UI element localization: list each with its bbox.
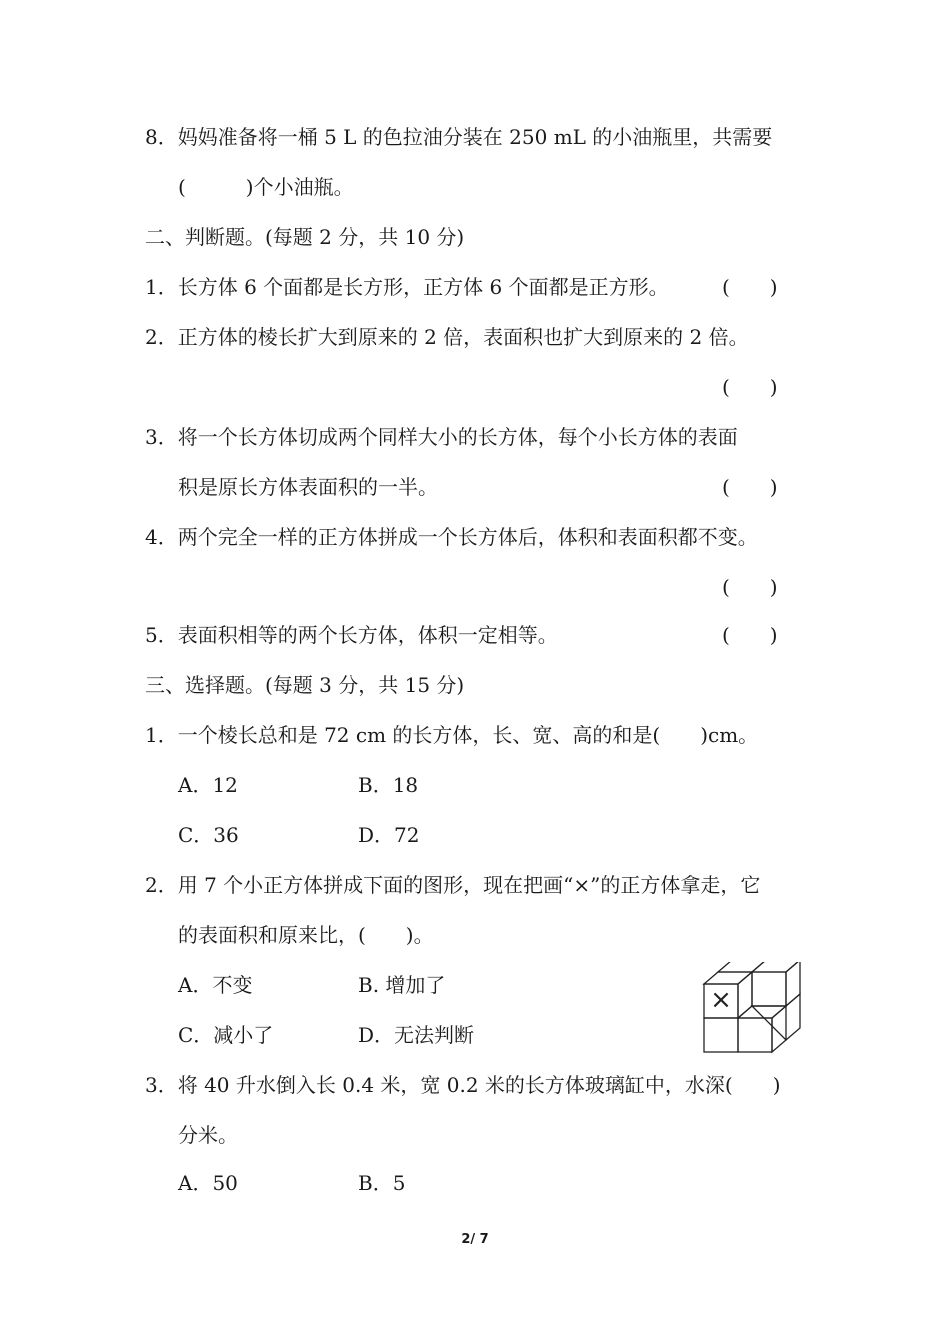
choice-1-option-a: A．12 bbox=[178, 773, 238, 797]
cube-face bbox=[752, 972, 786, 1006]
cube-face bbox=[704, 972, 752, 984]
judge-1: 1．长方体 6 个面都是长方形，正方体 6 个面都是正方形。 bbox=[145, 275, 669, 299]
judge-3-blank: ( ) bbox=[722, 475, 778, 499]
cube-face bbox=[752, 994, 800, 1040]
judge-4: 4．两个完全一样的正方体拼成一个长方体后，体积和表面积都不变。 bbox=[145, 525, 758, 549]
section-3-title: 三、选择题。(每题 3 分，共 15 分) bbox=[145, 673, 465, 697]
choice-1-option-d: D．72 bbox=[358, 823, 420, 847]
choice-2-option-d: D．无法判断 bbox=[358, 1023, 475, 1047]
cube-figure bbox=[700, 962, 812, 1054]
cube-face bbox=[738, 1018, 772, 1052]
choice-1-option-c: C．36 bbox=[178, 823, 239, 847]
choice-2-option-a: A．不变 bbox=[178, 973, 253, 997]
judge-2: 2．正方体的棱长扩大到原来的 2 倍，表面积也扩大到原来的 2 倍。 bbox=[145, 325, 749, 349]
choice-3-line-2: 分米。 bbox=[178, 1123, 238, 1147]
choice-2-option-c: C．减小了 bbox=[178, 1023, 274, 1047]
cross-mark: × bbox=[710, 985, 732, 1015]
judge-2-blank: ( ) bbox=[722, 375, 778, 399]
judge-3-line-1: 3．将一个长方体切成两个同样大小的长方体，每个小长方体的表面 bbox=[145, 425, 738, 449]
judge-3-line-2: 积是原长方体表面积的一半。 bbox=[178, 475, 438, 499]
judge-4-blank: ( ) bbox=[722, 575, 778, 599]
choice-3-line-1: 3．将 40 升水倒入长 0.4 米，宽 0.2 米的长方体玻璃缸中，水深( ) bbox=[145, 1073, 781, 1097]
judge-1-blank: ( ) bbox=[722, 275, 778, 299]
q8-line-2: ( )个小油瓶。 bbox=[178, 175, 354, 199]
cube-face bbox=[704, 1018, 738, 1052]
q8-line-1: 8．妈妈准备将一桶 5 L 的色拉油分装在 250 mL 的小油瓶里，共需要 bbox=[145, 125, 773, 149]
choice-2-line-1: 2．用 7 个小正方体拼成下面的图形，现在把画“×”的正方体拿走，它 bbox=[145, 873, 761, 897]
section-2-title: 二、判断题。(每题 2 分，共 10 分) bbox=[145, 225, 465, 249]
choice-2-option-b: B. 增加了 bbox=[358, 973, 446, 997]
choice-1-option-b: B．18 bbox=[358, 773, 419, 797]
choice-3-option-a: A．50 bbox=[178, 1171, 238, 1195]
choice-3-option-b: B．5 bbox=[358, 1171, 406, 1195]
choice-1: 1．一个棱长总和是 72 cm 的长方体，长、宽、高的和是( )cm。 bbox=[145, 723, 759, 747]
judge-5-blank: ( ) bbox=[722, 623, 778, 647]
cube-face bbox=[738, 972, 752, 1018]
choice-2-line-2: 的表面积和原来比，( )。 bbox=[178, 923, 434, 947]
cube-face bbox=[752, 962, 800, 972]
page-number: 2/ 7 bbox=[461, 1232, 489, 1247]
judge-5: 5．表面积相等的两个长方体，体积一定相等。 bbox=[145, 623, 558, 647]
